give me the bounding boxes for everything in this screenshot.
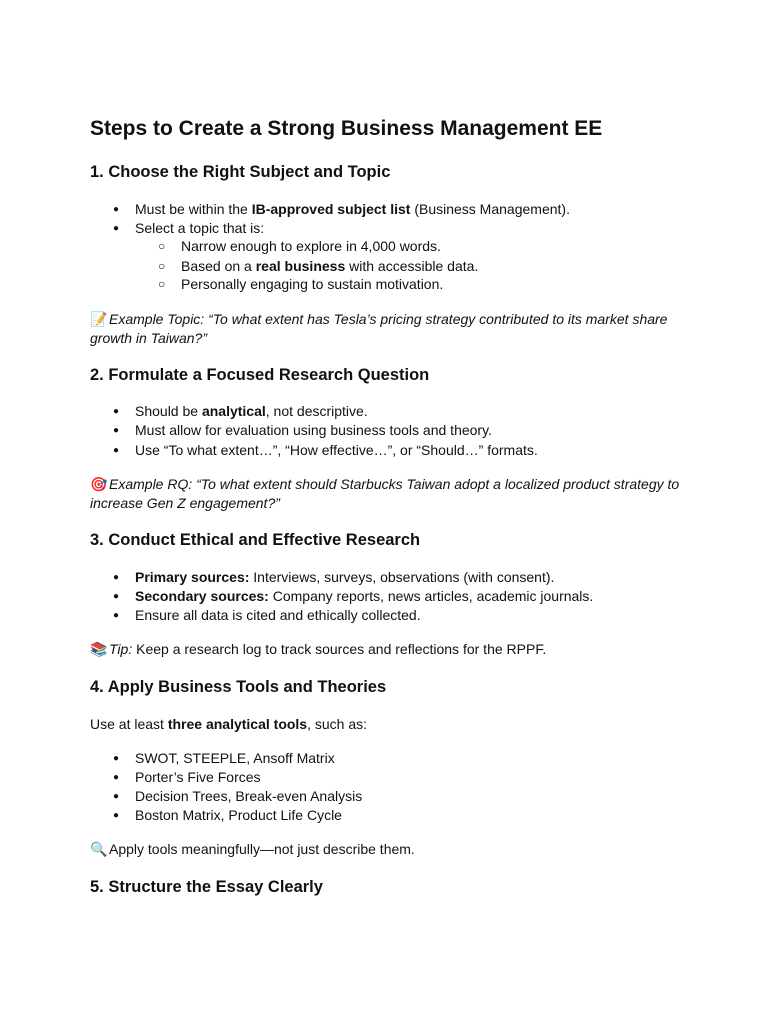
page-title: Steps to Create a Strong Business Management EE xyxy=(90,117,603,140)
tip-note: 📚 Tip: Keep a research log to track sources and reflections for the RPPF. xyxy=(90,641,547,657)
list-item: Porter’s Five Forces xyxy=(135,769,261,785)
magnifier-icon: 🔍 xyxy=(90,841,108,857)
bullet-marker: ● xyxy=(113,223,120,234)
bullet-marker: ● xyxy=(113,572,120,583)
list-item: Ensure all data is cited and ethically collected. xyxy=(135,607,421,623)
bullet-marker: ● xyxy=(113,791,120,802)
list-item: Secondary sources: Company reports, news articles, academic journals. xyxy=(135,588,594,604)
section-heading: 4. Apply Business Tools and Theories xyxy=(90,678,387,696)
list-item: Must allow for evaluation using business tools and theory. xyxy=(135,422,492,438)
list-item: Must be within the IB-approved subject list (Business Management). xyxy=(135,201,570,217)
section-heading: 5. Structure the Essay Clearly xyxy=(90,878,323,896)
sub-list-item: Based on a real business with accessible data. xyxy=(181,258,479,274)
bullet-marker: ● xyxy=(113,753,120,764)
bullet-marker: ● xyxy=(113,204,120,215)
list-item: Should be analytical, not descriptive. xyxy=(135,403,368,419)
list-item: Decision Trees, Break-even Analysis xyxy=(135,788,363,804)
target-icon: 🎯 xyxy=(90,476,108,492)
list-item: Use “To what extent…”, “How effective…”, or “Should…” formats. xyxy=(135,442,538,458)
list-item: Boston Matrix, Product Life Cycle xyxy=(135,807,342,823)
list-item: SWOT, STEEPLE, Ansoff Matrix xyxy=(135,750,335,766)
bullet-marker: ● xyxy=(113,425,120,436)
section-heading: 3. Conduct Ethical and Effective Research xyxy=(90,531,421,549)
section-heading: 1. Choose the Right Subject and Topic xyxy=(90,163,391,181)
bullet-marker: ● xyxy=(113,406,120,417)
example-note-continued: growth in Taiwan?” xyxy=(90,330,207,346)
list-item: Select a topic that is: xyxy=(135,220,265,236)
example-note-continued: increase Gen Z engagement?” xyxy=(90,495,280,511)
bullet-marker: ● xyxy=(113,445,120,456)
section-heading: 2. Formulate a Focused Research Question xyxy=(90,366,430,384)
example-note: 🎯 Example RQ: “To what extent should Starbucks Taiwan adopt a localized product strategy to xyxy=(90,476,680,492)
sub-bullet-marker: ○ xyxy=(158,239,166,253)
sub-list-item: Narrow enough to explore in 4,000 words. xyxy=(181,238,441,254)
sub-bullet-marker: ○ xyxy=(158,277,166,291)
list-item: Primary sources: Interviews, surveys, observations (with consent). xyxy=(135,569,555,585)
section-intro: Use at least three analytical tools, such as: xyxy=(90,716,368,732)
sub-list-item: Personally engaging to sustain motivation. xyxy=(181,276,444,292)
books-icon: 📚 xyxy=(90,641,108,657)
bullet-marker: ● xyxy=(113,610,120,621)
bullet-marker: ● xyxy=(113,772,120,783)
tool-note: 🔍 Apply tools meaningfully—not just describe them. xyxy=(90,841,415,857)
memo-icon: 📝 xyxy=(90,311,108,327)
sub-bullet-marker: ○ xyxy=(158,259,166,273)
bullet-marker: ● xyxy=(113,810,120,821)
example-note: 📝 Example Topic: “To what extent has Tesla’s pricing strategy contributed to its market share xyxy=(90,311,668,327)
bullet-marker: ● xyxy=(113,591,120,602)
